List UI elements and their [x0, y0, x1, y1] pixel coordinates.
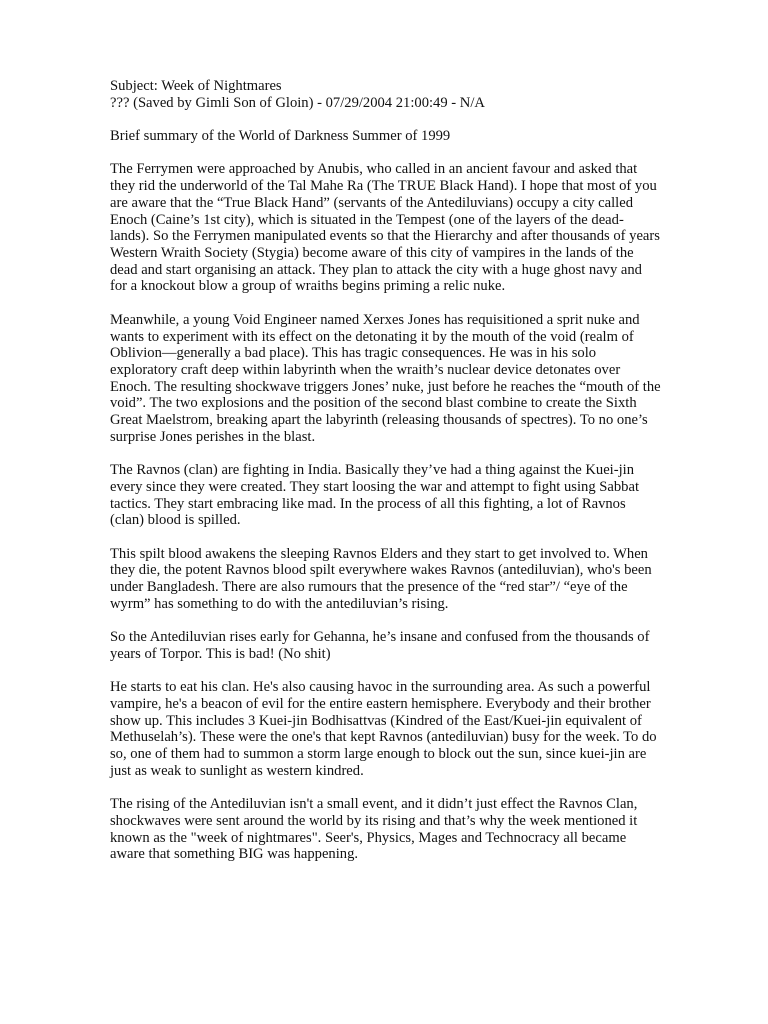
paragraph-void-engineer: Meanwhile, a young Void Engineer named Xerxes Jones has requisitioned a sprit nuke and wants to experiment with its effect on the detonating it by the mouth of the void (realm of Oblivion—generally a bad place). This has tragic consequences. He was in his solo exploratory craft deep within labyrinth when the wraith’s nuclear device detonates over Enoch. The resulting shockwave triggers Jones’ nuke, just before he reaches the “mouth of the void”. The two explosions and the position of the second blast combine to create the Sixth Great Maelstrom, breaking apart the labyrinth (releasing thousands of spectres). To no one’s surprise Jones perishes in the blast.: [110, 311, 661, 445]
subject-line: Subject: Week of Nightmares: [110, 78, 282, 94]
meta-line: ??? (Saved by Gimli Son of Gloin) - 07/29/2004 21:00:49 - N/A: [110, 94, 485, 111]
paragraph-ravnos-india: The Ravnos (clan) are fighting in India. Basically they’ve had a thing against the Kuei-jin every since they were created. They start loosing the war and attempt to fight using Sabbat tactics. They start embracing like mad. In the process of all this fighting, a lot of Ravnos (clan) blood is spilled.: [110, 462, 639, 529]
paragraph-antediluvian-rises: So the Antediluvian rises early for Gehanna, he’s insane and confused from the thousands of years of Torpor. This is bad! (No shit): [110, 629, 650, 662]
paragraph-spilt-blood: This spilt blood awakens the sleeping Ravnos Elders and they start to get involved to. When they die, the potent Ravnos blood spilt everywhere wakes Ravnos (antediluvian), who's been under Bangladesh. There are also rumours that the presence of the “red star”/ “eye of the wyrm” has something to do with the antediluvian’s rising.: [110, 545, 652, 612]
spacer: [110, 111, 662, 128]
paragraph-ferrymen: The Ferrymen were approached by Anubis, who called in an ancient favour and asked that they rid the underworld of the Tal Mahe Ra (The TRUE Black Hand). I hope that most of you are aware that the “True Black Hand” (servants of the Antediluvians) occupy a city called Enoch (Caine’s 1st city), which is situated in the Tempest (one of the layers of the dead-lands). So the Ferrymen manipulated events so that the Hierarchy and after thousands of years Western Wraith Society (Stygia) become aware of this city of vampires in the lands of the dead and start organising an attack. They plan to attack the city with a huge ghost navy and for a knockout blow a group of wraiths begins priming a relic nuke.: [110, 161, 660, 295]
document-page: [110, 78, 662, 880]
paragraph-shockwaves: The rising of the Antediluvian isn't a small event, and it didn’t just effect the Ravnos Clan, shockwaves were sent around the world by its rising and that’s why the week mentioned it known as the "week of nightmares". Seer's, Physics, Mages and Technocracy all became aware that something BIG was happening.: [110, 796, 638, 863]
document-title: Brief summary of the World of Darkness Summer of 1999: [110, 128, 451, 145]
paragraph-eats-clan: He starts to eat his clan. He's also causing havoc in the surrounding area. As such a powerful vampire, he's a beacon of evil for the entire eastern hemisphere. Everybody and their brother show up. This includes 3 Kuei-jin Bodhisattvas (Kindred of the East/Kuei-jin equivalent of Methuselah’s). These were the one's that kept Ravnos (antediluvian) busy for the week. To do so, one of them had to summon a storm large enough to block out the sun, since kuei-jin are just as weak to sunlight as western kindred.: [110, 679, 657, 779]
